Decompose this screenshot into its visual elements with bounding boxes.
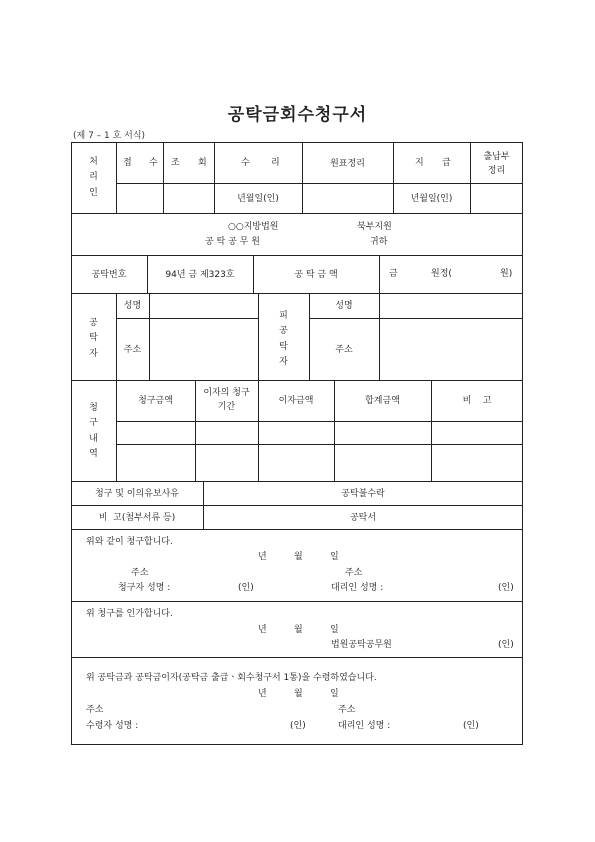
header-receipt-1: 접 xyxy=(123,158,132,168)
amount-prefix: 금 xyxy=(389,269,398,279)
claim-month: 월 xyxy=(294,552,303,562)
depositor-name-label: 성명 xyxy=(123,301,142,311)
header-inquiry-2: 회 xyxy=(198,158,207,168)
remarks-label: 비 고(첨부서류 등) xyxy=(98,513,176,523)
agent-address-label: 주소 xyxy=(345,568,363,578)
grid-line xyxy=(309,318,523,319)
header-payment-1: 지 xyxy=(415,158,424,168)
form-number: (제 7 – 1 호 서식) xyxy=(73,131,146,141)
grid-line xyxy=(71,380,523,381)
branch-name: 북부지원 xyxy=(357,222,392,232)
header-inquiry-1: 조 xyxy=(171,158,180,168)
header-cashbook: 출납부 정리 xyxy=(483,152,510,176)
depositor-label: 공 탁 자 xyxy=(89,318,98,359)
claim-header-remarks: 비 고 xyxy=(462,396,492,406)
grid-line xyxy=(71,293,523,294)
grid-line xyxy=(149,293,150,380)
beneficiary-address-label: 주소 xyxy=(335,345,353,355)
claimant-address-label: 주소 xyxy=(131,568,149,578)
deposit-number-value: 94년 금 제323호 xyxy=(165,270,235,280)
beneficiary-name-label: 성명 xyxy=(335,301,353,311)
grid-line xyxy=(71,657,523,658)
reason-label: 청구 및 이의유보사유 xyxy=(95,489,179,499)
claim-statement: 위와 같이 청구합니다. xyxy=(86,537,173,547)
grid-line xyxy=(71,255,523,256)
honorific: 귀하 xyxy=(370,237,388,247)
approve-year: 년 xyxy=(258,625,267,635)
receipt-year: 년 xyxy=(258,689,267,699)
claim-year: 년 xyxy=(258,552,267,562)
grid-line xyxy=(302,142,303,213)
header-accept-1: 수 xyxy=(241,158,250,168)
receipt-agent-name-label: 대리인 성명 : xyxy=(338,721,391,731)
header-payment-2: 급 xyxy=(442,158,451,168)
grid-line xyxy=(379,255,380,293)
claimant-name-label: 청구자 성명 : xyxy=(118,583,171,593)
reason-value: 공탁불수락 xyxy=(341,489,385,499)
remarks-value: 공탁서 xyxy=(349,513,377,523)
recipient-seal: (인) xyxy=(290,721,306,731)
header-ledger: 원표정리 xyxy=(330,159,365,169)
receipt-statement: 위 공탁금과 공탁금이자(공탁금 출급ㆍ회수청구서 1통)을 수령하였습니다. xyxy=(86,673,377,683)
header-accept-2: 리 xyxy=(271,158,280,168)
grid-line xyxy=(71,505,523,506)
grid-line xyxy=(163,142,164,213)
claim-header-total: 합계금액 xyxy=(365,396,400,406)
header-receipt-2: 수 xyxy=(149,158,158,168)
recipient-address-label: 주소 xyxy=(86,705,104,715)
grid-line xyxy=(116,444,523,445)
claim-label: 청 구 내 역 xyxy=(89,403,98,459)
deposit-official: 공 탁 공 무 원 xyxy=(205,237,260,247)
grid-line xyxy=(379,293,380,380)
processor-label: 처 리 인 xyxy=(89,157,98,198)
receipt-day: 일 xyxy=(330,689,339,699)
approve-seal: (인) xyxy=(498,640,514,650)
beneficiary-label: 피 공 탁 자 xyxy=(279,311,288,367)
approve-day: 일 xyxy=(330,625,339,635)
claim-header-interest: 이자금액 xyxy=(278,396,314,406)
date-seal-2: 년월일(인) xyxy=(410,194,453,204)
claim-header-amount: 청구금액 xyxy=(138,396,173,406)
approve-official: 법원공탁공무원 xyxy=(331,640,392,650)
deposit-amount-label: 공 탁 금 액 xyxy=(294,270,338,280)
grid-line xyxy=(71,529,523,530)
grid-line xyxy=(71,213,523,214)
grid-line xyxy=(71,601,523,602)
grid-line xyxy=(71,481,523,482)
claimant-seal: (인) xyxy=(238,583,254,593)
agent-name-label: 대리인 성명 : xyxy=(331,583,384,593)
grid-line xyxy=(116,421,523,422)
grid-line xyxy=(116,142,117,213)
amount-won: 원) xyxy=(500,269,513,279)
document-title: 공탁금회수청구서 xyxy=(227,105,368,125)
approve-statement: 위 청구를 인가합니다. xyxy=(86,609,173,619)
date-seal-1: 년월일(인) xyxy=(237,194,279,204)
depositor-address-label: 주소 xyxy=(123,345,142,355)
receipt-month: 월 xyxy=(294,689,303,699)
approve-month: 월 xyxy=(294,625,303,635)
receipt-agent-address-label: 주소 xyxy=(338,705,356,715)
agent-seal: (인) xyxy=(498,583,514,593)
claim-header-period: 이자의 청구 기간 xyxy=(203,388,250,412)
recipient-name-label: 수령자 성명 : xyxy=(86,721,139,731)
receipt-agent-seal: (인) xyxy=(463,721,479,731)
court-name: ○○지방법원 xyxy=(228,222,279,232)
grid-line xyxy=(116,318,258,319)
amount-suffix: 원정( xyxy=(431,269,452,279)
claim-day: 일 xyxy=(330,552,339,562)
deposit-number-label: 공탁번호 xyxy=(91,270,127,280)
grid-line xyxy=(116,183,523,184)
